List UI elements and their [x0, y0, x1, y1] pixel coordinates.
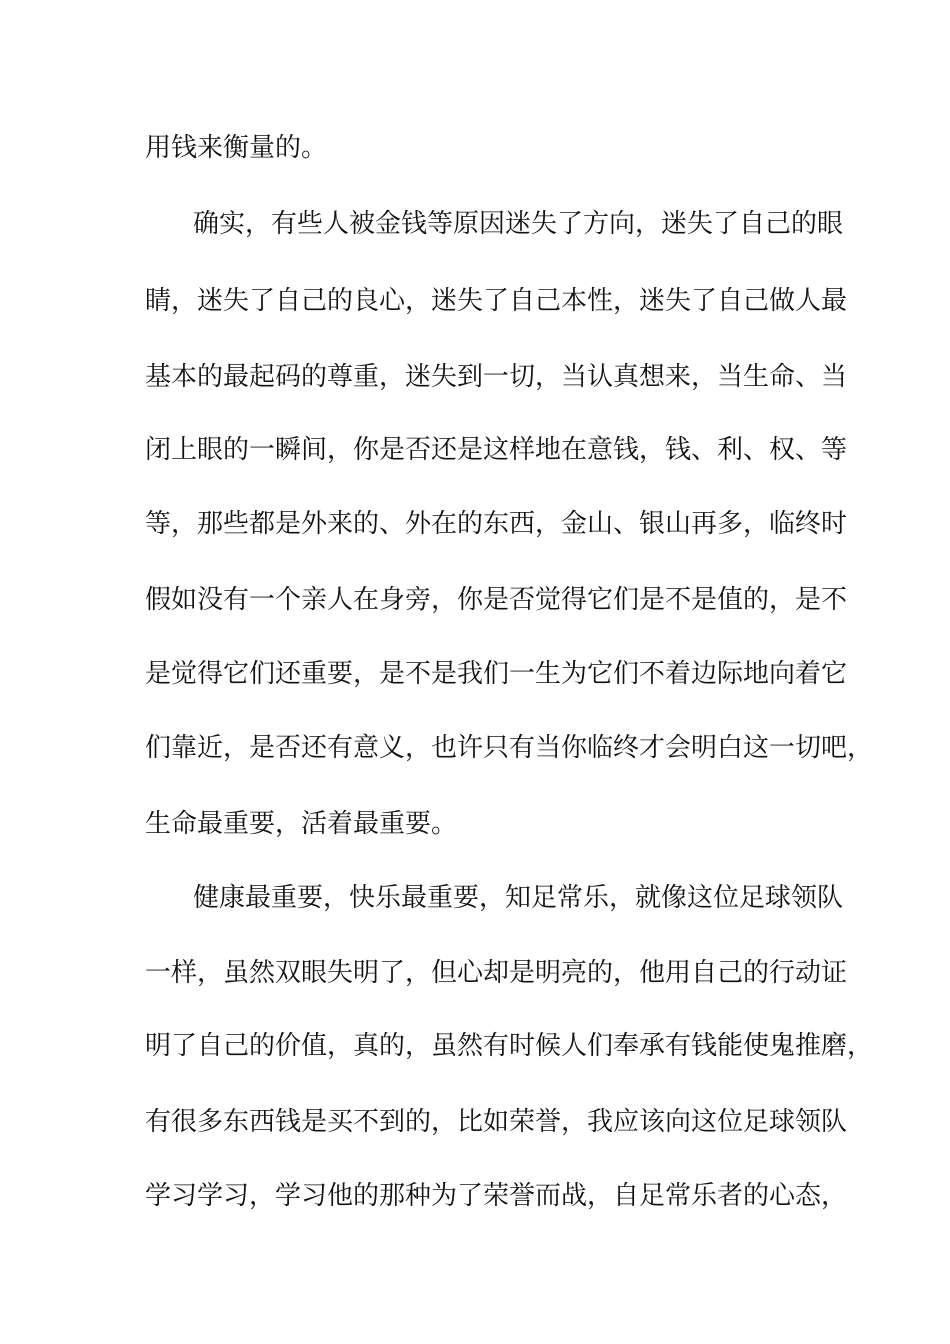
text-line: 们靠近，是否还有意义，也许只有当你临终才会明白这一切吧，	[145, 733, 874, 763]
text-line: 生命最重要，活着最重要。	[145, 809, 458, 839]
text-line: 假如没有一个亲人在身旁，你是否觉得它们是不是值的，是不	[145, 585, 848, 615]
text-line: 学习学习，学习他的那种为了荣誉而战，自足常乐者的心态，	[145, 1181, 848, 1211]
text-line: 睛，迷失了自己的良心，迷失了自己本性，迷失了自己做人最	[145, 286, 848, 316]
text-line: 有很多东西钱是买不到的，比如荣誉，我应该向这位足球领队	[145, 1107, 848, 1137]
text-line: 闭上眼的一瞬间，你是否还是这样地在意钱，钱、利、权、等	[145, 435, 848, 465]
paragraph-start-line: 确实，有些人被金钱等原因迷失了方向，迷失了自己的眼	[193, 209, 844, 239]
text-line: 是觉得它们还重要，是不是我们一生为它们不着边际地向着它	[145, 659, 848, 689]
text-line: 用钱来衡量的。	[145, 133, 328, 163]
text-line: 基本的最起码的尊重，迷失到一切，当认真想来，当生命、当	[145, 362, 848, 392]
text-line: 明了自己的价值，真的，虽然有时候人们奉承有钱能使鬼推磨，	[145, 1031, 874, 1061]
text-line: 等，那些都是外来的、外在的东西，金山、银山再多，临终时	[145, 509, 848, 539]
paragraph-start-line: 健康最重要，快乐最重要，知足常乐，就像这位足球领队	[193, 883, 844, 913]
text-line: 一样，虽然双眼失明了，但心却是明亮的，他用自己的行动证	[145, 958, 848, 988]
